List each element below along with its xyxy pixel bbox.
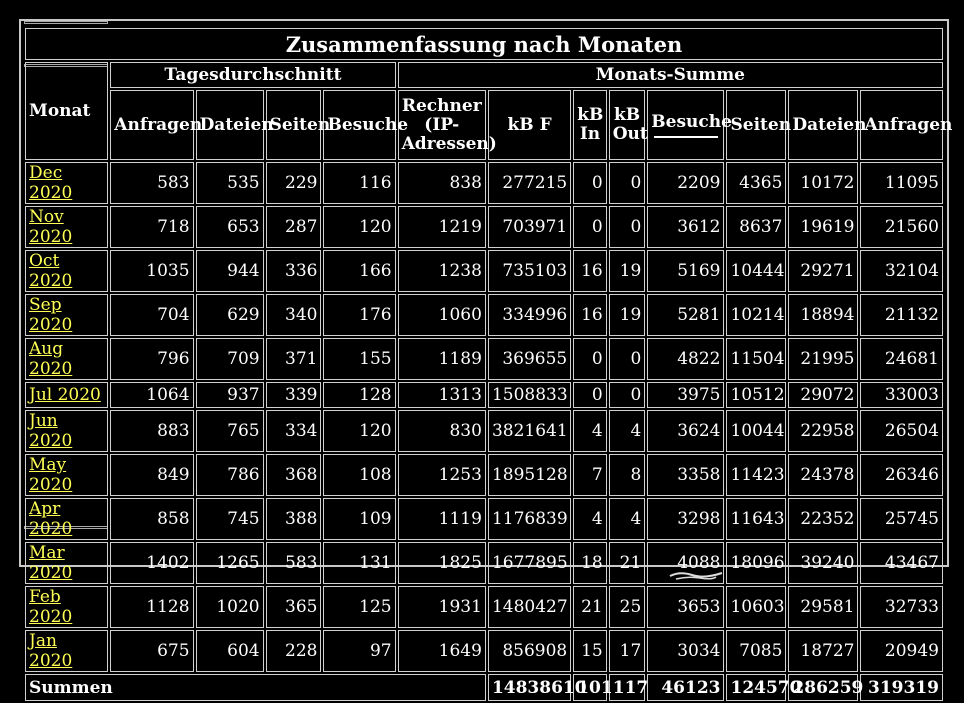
daily-files-cell: 1020 bbox=[196, 586, 264, 628]
totals-kb-out: 117 bbox=[609, 674, 646, 701]
monthly-requests-cell: 32733 bbox=[860, 586, 943, 628]
kb-in-cell: 0 bbox=[573, 338, 607, 380]
daily-requests-cell: 1128 bbox=[110, 586, 193, 628]
daily-visits-cell: 155 bbox=[323, 338, 395, 380]
totals-row bbox=[25, 674, 943, 701]
col-header-hosts: Rechner (IP-Adressen) bbox=[398, 90, 486, 160]
daily-pages-cell: 339 bbox=[266, 382, 322, 408]
daily-visits-cell: 176 bbox=[323, 294, 395, 336]
daily-files-cell: 937 bbox=[196, 382, 264, 408]
daily-pages-cell: 371 bbox=[266, 338, 322, 380]
kb-f-cell: 1895128 bbox=[488, 454, 571, 496]
month-cell bbox=[25, 454, 108, 496]
kb-f-cell: 277215 bbox=[488, 162, 571, 204]
daily-files-cell: 944 bbox=[196, 250, 264, 292]
kb-f-cell: 369655 bbox=[488, 338, 571, 380]
hosts-cell: 1060 bbox=[398, 294, 486, 336]
daily-requests-cell: 849 bbox=[110, 454, 193, 496]
kb-out-cell: 0 bbox=[609, 382, 646, 408]
month-link[interactable]: Apr 2020 bbox=[29, 499, 73, 539]
table-row bbox=[25, 294, 943, 336]
monthly-visits-cell: 4088 bbox=[647, 542, 724, 584]
kb-in-cell: 4 bbox=[573, 498, 607, 540]
daily-requests-cell: 1402 bbox=[110, 542, 193, 584]
hosts-cell: 1931 bbox=[398, 586, 486, 628]
month-link[interactable]: Feb 2020 bbox=[29, 587, 73, 627]
month-link[interactable]: Nov 2020 bbox=[29, 207, 73, 247]
col-header-monthly-requests: Anfragen bbox=[860, 90, 943, 160]
table-row bbox=[25, 542, 943, 584]
daily-visits-cell: 131 bbox=[323, 542, 395, 584]
kb-in-cell: 4 bbox=[573, 410, 607, 452]
daily-requests-cell: 704 bbox=[110, 294, 193, 336]
monthly-visits-cell: 3034 bbox=[647, 630, 724, 672]
month-cell bbox=[25, 250, 108, 292]
totals-files: 286259 bbox=[788, 674, 858, 701]
daily-pages-cell: 340 bbox=[266, 294, 322, 336]
col-header-daily-pages: Seiten bbox=[266, 90, 322, 160]
hosts-cell: 1825 bbox=[398, 542, 486, 584]
monthly-files-cell: 21995 bbox=[788, 338, 858, 380]
hosts-cell: 1189 bbox=[398, 338, 486, 380]
kb-f-cell: 856908 bbox=[488, 630, 571, 672]
kb-f-cell: 735103 bbox=[488, 250, 571, 292]
col-header-monthly-files: Dateien bbox=[788, 90, 858, 160]
daily-requests-cell: 1035 bbox=[110, 250, 193, 292]
monthly-requests-cell: 32104 bbox=[860, 250, 943, 292]
month-cell bbox=[25, 498, 108, 540]
kb-out-cell: 19 bbox=[609, 294, 646, 336]
monthly-files-cell: 19619 bbox=[788, 206, 858, 248]
monthly-files-cell: 18727 bbox=[788, 630, 858, 672]
daily-visits-cell: 97 bbox=[323, 630, 395, 672]
monthly-pages-cell: 4365 bbox=[726, 162, 786, 204]
monthly-pages-cell: 10044 bbox=[726, 410, 786, 452]
kb-out-cell: 19 bbox=[609, 250, 646, 292]
monthly-visits-cell: 3612 bbox=[647, 206, 724, 248]
totals-kb-f: 14838610 bbox=[488, 674, 571, 701]
month-header: Monat bbox=[25, 62, 108, 160]
daily-requests-cell: 796 bbox=[110, 338, 193, 380]
month-cell bbox=[25, 206, 108, 248]
sort-indicator bbox=[654, 136, 718, 138]
daily-visits-cell: 116 bbox=[323, 162, 395, 204]
hosts-cell: 830 bbox=[398, 410, 486, 452]
table-row bbox=[25, 410, 943, 452]
daily-files-cell: 604 bbox=[196, 630, 264, 672]
daily-files-cell: 653 bbox=[196, 206, 264, 248]
table-row bbox=[25, 338, 943, 380]
monthly-pages-cell: 10214 bbox=[726, 294, 786, 336]
kb-in-cell: 0 bbox=[573, 382, 607, 408]
hosts-cell: 1253 bbox=[398, 454, 486, 496]
table-body bbox=[25, 162, 943, 672]
kb-f-cell: 334996 bbox=[488, 294, 571, 336]
table-row bbox=[25, 162, 943, 204]
kb-out-cell: 0 bbox=[609, 162, 646, 204]
month-cell bbox=[25, 294, 108, 336]
daily-requests-cell: 675 bbox=[110, 630, 193, 672]
daily-average-header: Tagesdurchschnitt bbox=[110, 62, 395, 88]
monthly-files-cell: 22958 bbox=[788, 410, 858, 452]
monthly-requests-cell: 26504 bbox=[860, 410, 943, 452]
monthly-files-cell: 18894 bbox=[788, 294, 858, 336]
totals-requests: 319319 bbox=[860, 674, 943, 701]
monthly-visits-cell: 5169 bbox=[647, 250, 724, 292]
table-row bbox=[25, 250, 943, 292]
daily-pages-cell: 229 bbox=[266, 162, 322, 204]
month-cell bbox=[25, 162, 108, 204]
daily-files-cell: 745 bbox=[196, 498, 264, 540]
monthly-requests-cell: 21132 bbox=[860, 294, 943, 336]
col-header-daily-requests: Anfragen bbox=[110, 90, 193, 160]
daily-files-cell: 535 bbox=[196, 162, 264, 204]
daily-files-cell: 765 bbox=[196, 410, 264, 452]
table-row bbox=[25, 586, 943, 628]
kb-out-cell: 0 bbox=[609, 338, 646, 380]
monthly-pages-cell: 11423 bbox=[726, 454, 786, 496]
daily-files-cell: 786 bbox=[196, 454, 264, 496]
kb-f-cell: 1677895 bbox=[488, 542, 571, 584]
col-header-kb-f: kB F bbox=[488, 90, 571, 160]
month-link[interactable]: Jan 2020 bbox=[29, 631, 73, 671]
hosts-cell: 1649 bbox=[398, 630, 486, 672]
month-link[interactable]: Jun 2020 bbox=[29, 411, 73, 451]
daily-visits-cell: 120 bbox=[323, 410, 395, 452]
daily-files-cell: 709 bbox=[196, 338, 264, 380]
monthly-requests-cell: 20949 bbox=[860, 630, 943, 672]
daily-pages-cell: 336 bbox=[266, 250, 322, 292]
monthly-files-cell: 29581 bbox=[788, 586, 858, 628]
monthly-files-cell: 29072 bbox=[788, 382, 858, 408]
totals-kb-in: 101 bbox=[573, 674, 607, 701]
month-link[interactable]: May 2020 bbox=[29, 455, 73, 495]
hosts-cell: 1219 bbox=[398, 206, 486, 248]
kb-out-cell: 4 bbox=[609, 410, 646, 452]
monthly-requests-cell: 11095 bbox=[860, 162, 943, 204]
month-cell bbox=[25, 410, 108, 452]
monthly-visits-cell: 5281 bbox=[647, 294, 724, 336]
table-row bbox=[25, 454, 943, 496]
kb-f-cell: 703971 bbox=[488, 206, 571, 248]
kb-out-cell: 17 bbox=[609, 630, 646, 672]
totals-visits: 46123 bbox=[647, 674, 724, 701]
daily-requests-cell: 858 bbox=[110, 498, 193, 540]
frame-tab-top bbox=[24, 21, 108, 24]
daily-pages-cell: 388 bbox=[266, 498, 322, 540]
col-header-daily-visits: Besuche bbox=[323, 90, 395, 160]
table-row bbox=[25, 498, 943, 540]
monthly-pages-cell: 10512 bbox=[726, 382, 786, 408]
monthly-files-cell: 29271 bbox=[788, 250, 858, 292]
monthly-pages-cell: 7085 bbox=[726, 630, 786, 672]
kb-in-cell: 18 bbox=[573, 542, 607, 584]
month-link[interactable]: Jul 2020 bbox=[29, 385, 101, 405]
monthly-requests-cell: 33003 bbox=[860, 382, 943, 408]
month-cell bbox=[25, 630, 108, 672]
monthly-pages-cell: 10603 bbox=[726, 586, 786, 628]
kb-f-cell: 1176839 bbox=[488, 498, 571, 540]
col-header-kb-in: kB In bbox=[573, 90, 607, 160]
col-header-kb-out: kB Out bbox=[609, 90, 646, 160]
daily-pages-cell: 368 bbox=[266, 454, 322, 496]
col-header-daily-files: Dateien bbox=[196, 90, 264, 160]
monthly-requests-cell: 21560 bbox=[860, 206, 943, 248]
monthly-visits-cell: 3298 bbox=[647, 498, 724, 540]
table-row bbox=[25, 206, 943, 248]
kb-out-cell: 25 bbox=[609, 586, 646, 628]
monthly-files-cell: 22352 bbox=[788, 498, 858, 540]
kb-in-cell: 0 bbox=[573, 206, 607, 248]
kb-out-cell: 0 bbox=[609, 206, 646, 248]
monthly-visits-cell: 3624 bbox=[647, 410, 724, 452]
totals-label: Summen bbox=[25, 674, 486, 701]
kb-in-cell: 15 bbox=[573, 630, 607, 672]
month-link[interactable]: Mar 2020 bbox=[29, 543, 73, 583]
col-header-monthly-visits-label: Besuche bbox=[651, 111, 732, 132]
kb-f-cell: 1508833 bbox=[488, 382, 571, 408]
monthly-files-cell: 10172 bbox=[788, 162, 858, 204]
daily-visits-cell: 128 bbox=[323, 382, 395, 408]
monthly-files-cell: 39240 bbox=[788, 542, 858, 584]
monthly-pages-cell: 11504 bbox=[726, 338, 786, 380]
daily-pages-cell: 228 bbox=[266, 630, 322, 672]
daily-requests-cell: 1064 bbox=[110, 382, 193, 408]
hosts-cell: 838 bbox=[398, 162, 486, 204]
month-cell bbox=[25, 338, 108, 380]
table-row bbox=[25, 382, 943, 408]
monthly-files-cell: 24378 bbox=[788, 454, 858, 496]
kb-in-cell: 21 bbox=[573, 586, 607, 628]
kb-in-cell: 16 bbox=[573, 250, 607, 292]
kb-out-cell: 4 bbox=[609, 498, 646, 540]
daily-files-cell: 629 bbox=[196, 294, 264, 336]
hosts-cell: 1238 bbox=[398, 250, 486, 292]
scribble-mark bbox=[666, 568, 726, 582]
daily-requests-cell: 718 bbox=[110, 206, 193, 248]
daily-pages-cell: 365 bbox=[266, 586, 322, 628]
hosts-cell: 1119 bbox=[398, 498, 486, 540]
monthly-requests-cell: 26346 bbox=[860, 454, 943, 496]
monthly-requests-cell: 25745 bbox=[860, 498, 943, 540]
table-row bbox=[25, 630, 943, 672]
col-header-monthly-pages: Seiten bbox=[726, 90, 786, 160]
month-cell bbox=[25, 586, 108, 628]
kb-out-cell: 8 bbox=[609, 454, 646, 496]
daily-requests-cell: 883 bbox=[110, 410, 193, 452]
hosts-cell: 1313 bbox=[398, 382, 486, 408]
monthly-requests-cell: 43467 bbox=[860, 542, 943, 584]
month-link[interactable]: Sep 2020 bbox=[29, 295, 73, 335]
monthly-sum-header: Monats-Summe bbox=[398, 62, 943, 88]
daily-visits-cell: 125 bbox=[323, 586, 395, 628]
monthly-visits-cell: 3975 bbox=[647, 382, 724, 408]
monthly-pages-cell: 8637 bbox=[726, 206, 786, 248]
monthly-pages-cell: 11643 bbox=[726, 498, 786, 540]
kb-in-cell: 7 bbox=[573, 454, 607, 496]
daily-pages-cell: 334 bbox=[266, 410, 322, 452]
monthly-visits-cell: 4822 bbox=[647, 338, 724, 380]
monthly-visits-cell: 2209 bbox=[647, 162, 724, 204]
daily-files-cell: 1265 bbox=[196, 542, 264, 584]
kb-in-cell: 0 bbox=[573, 162, 607, 204]
kb-f-cell: 3821641 bbox=[488, 410, 571, 452]
daily-requests-cell: 583 bbox=[110, 162, 193, 204]
month-link[interactable]: Aug 2020 bbox=[29, 339, 73, 379]
daily-pages-cell: 287 bbox=[266, 206, 322, 248]
month-cell bbox=[25, 382, 108, 408]
month-link[interactable]: Oct 2020 bbox=[29, 251, 73, 291]
kb-f-cell: 1480427 bbox=[488, 586, 571, 628]
monthly-summary-table bbox=[23, 26, 953, 703]
col-header-monthly-visits bbox=[647, 90, 732, 160]
month-link[interactable]: Dec 2020 bbox=[29, 163, 73, 203]
monthly-visits-cell: 3653 bbox=[647, 586, 724, 628]
daily-visits-cell: 109 bbox=[323, 498, 395, 540]
monthly-requests-cell: 24681 bbox=[860, 338, 943, 380]
kb-in-cell: 16 bbox=[573, 294, 607, 336]
daily-visits-cell: 166 bbox=[323, 250, 395, 292]
table-title: Zusammenfassung nach Monaten bbox=[25, 28, 943, 60]
daily-visits-cell: 120 bbox=[323, 206, 395, 248]
daily-pages-cell: 583 bbox=[266, 542, 322, 584]
monthly-pages-cell: 10444 bbox=[726, 250, 786, 292]
month-cell bbox=[25, 542, 108, 584]
monthly-pages-cell: 18096 bbox=[726, 542, 786, 584]
daily-visits-cell: 108 bbox=[323, 454, 395, 496]
kb-out-cell: 21 bbox=[609, 542, 646, 584]
monthly-visits-cell: 3358 bbox=[647, 454, 724, 496]
totals-pages: 124570 bbox=[726, 674, 786, 701]
